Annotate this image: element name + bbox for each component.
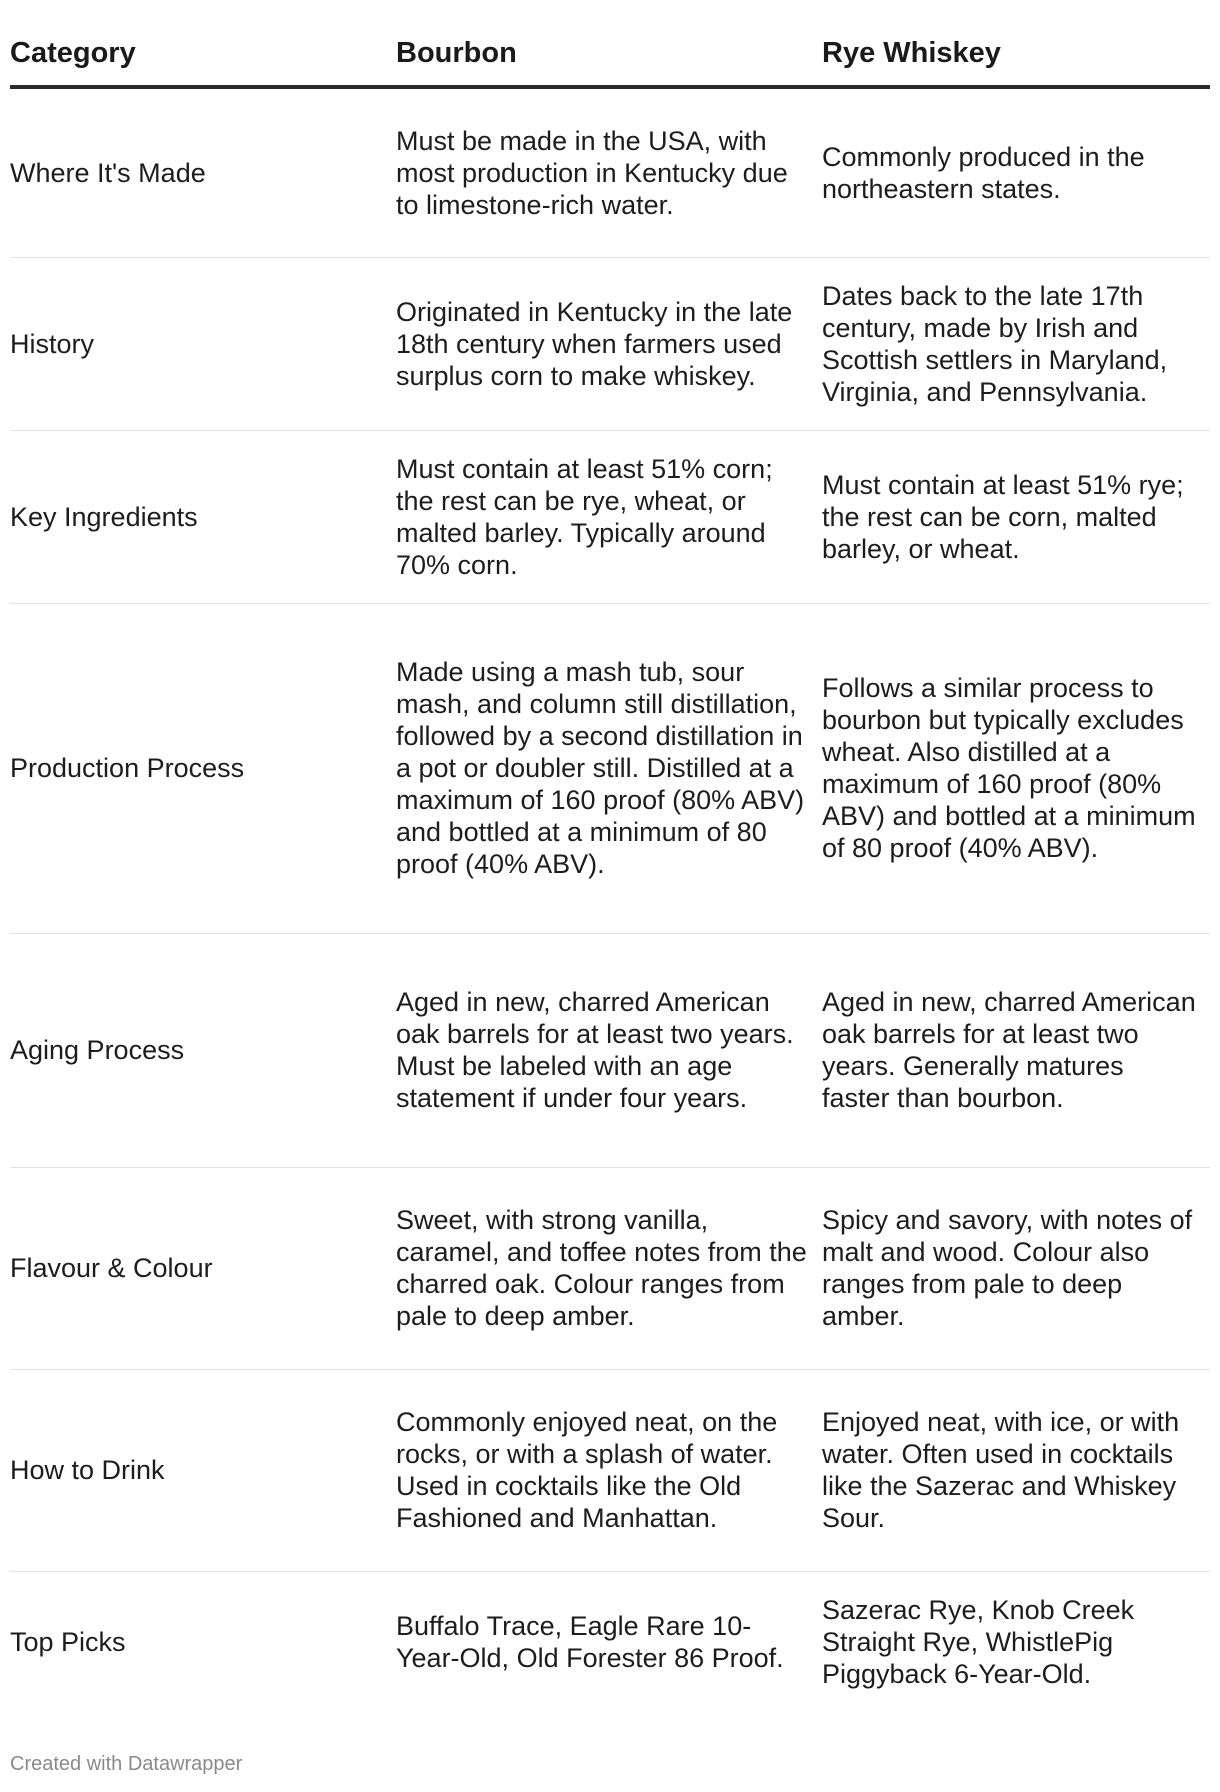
rye-cell: Follows a similar process to bourbon but typically excludes wheat. Also distilled at a maximum of 160 proof (80% ABV) and bottled at a minimum of 80 proof (40% ABV). [822, 603, 1210, 933]
comparison-table [10, 30, 1210, 1712]
table-row [10, 430, 1210, 603]
table-row [10, 257, 1210, 430]
category-cell: Top Picks [10, 1626, 126, 1657]
category-cell: Flavour & Colour [10, 1167, 396, 1369]
bourbon-cell: Must contain at least 51% corn; the rest can be rye, wheat, or malted barley. Typically around 70% corn. [396, 430, 822, 603]
bourbon-cell: Must be made in the USA, with most production in Kentucky due to limestone-rich water. [396, 87, 822, 257]
category-cell: How to Drink [10, 1369, 396, 1571]
rye-cell: Commonly produced in the northeastern states. [822, 87, 1210, 257]
category-cell: History [10, 257, 396, 430]
bourbon-cell: Commonly enjoyed neat, on the rocks, or with a splash of water. Used in cocktails like the Old Fashioned and Manhattan. [396, 1369, 822, 1571]
category-cell: Production Process [10, 603, 396, 933]
column-header-category: Category [10, 30, 396, 87]
category-cell: Aging Process [10, 933, 396, 1167]
column-header-bourbon: Bourbon [396, 30, 822, 87]
bourbon-cell: Originated in Kentucky in the late 18th century when farmers used surplus corn to make whiskey. [396, 257, 822, 430]
table-row [10, 1167, 1210, 1369]
rye-cell: Aged in new, charred American oak barrels for at least two years. Generally matures faster than bourbon. [822, 933, 1210, 1167]
table-row [10, 1571, 1210, 1712]
table-header-row [10, 30, 1210, 87]
table-row [10, 603, 1210, 933]
table-row [10, 87, 1210, 257]
category-cell: Where It's Made [10, 87, 396, 257]
rye-cell: Enjoyed neat, with ice, or with water. Often used in cocktails like the Sazerac and Whiskey Sour. [822, 1369, 1210, 1571]
bourbon-cell: Sweet, with strong vanilla, caramel, and toffee notes from the charred oak. Colour ranges from pale to deep amber. [396, 1167, 822, 1369]
bourbon-cell: Buffalo Trace, Eagle Rare 10-Year-Old, Old Forester 86 Proof. [396, 1610, 784, 1673]
rye-cell: Must contain at least 51% rye; the rest can be corn, malted barley, or wheat. [822, 430, 1210, 603]
bourbon-cell: Made using a mash tub, sour mash, and column still distillation, followed by a second distillation in a pot or doubler still. Distilled at a maximum of 160 proof (80% ABV) and bottled at a minimum of 80 proof (40% ABV). [396, 603, 822, 933]
column-header-rye-whiskey: Rye Whiskey [822, 30, 1210, 87]
table-row [10, 1369, 1210, 1571]
category-cell: Key Ingredients [10, 430, 396, 603]
rye-cell: Spicy and savory, with notes of malt and wood. Colour also ranges from pale to deep amber. [822, 1167, 1210, 1369]
datawrapper-credit: Created with Datawrapper [10, 1753, 243, 1775]
rye-cell: Sazerac Rye, Knob Creek Straight Rye, WhistlePig Piggyback 6-Year-Old. [822, 1594, 1135, 1689]
rye-cell: Dates back to the late 17th century, made by Irish and Scottish settlers in Maryland, Virginia, and Pennsylvania. [822, 257, 1210, 430]
bourbon-cell: Aged in new, charred American oak barrels for at least two years. Must be labeled with an age statement if under four years. [396, 933, 822, 1167]
table-row [10, 933, 1210, 1167]
